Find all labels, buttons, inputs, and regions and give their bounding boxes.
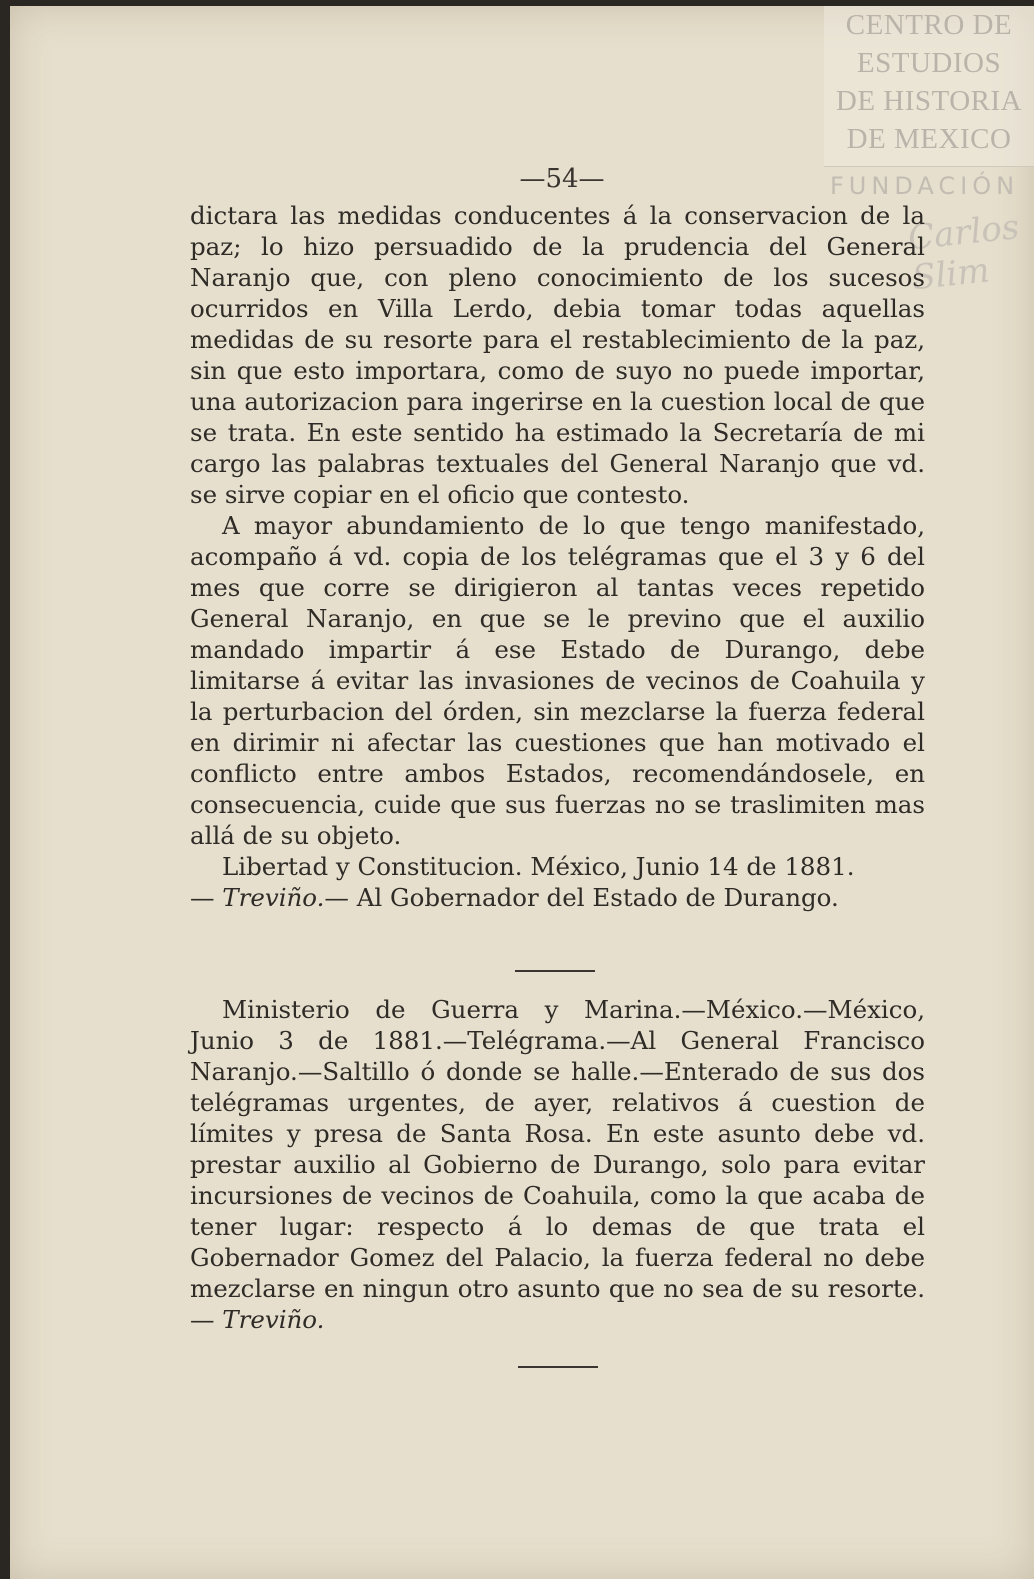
paragraph xyxy=(190,994,925,1335)
page-number: —54— xyxy=(519,164,605,194)
watermark-line: DE HISTORIA xyxy=(835,85,1023,117)
paragraph: dictara las medidas conducentes á la conservacion de la paz; lo hizo persuadido de la prudencia del General Naranjo que, con pleno conocimiento de los sucesos ocurridos en Villa Lerdo, debia tomar todas aquellas medidas de su resorte para el restablecimiento de la paz, sin que esto importara, como de suyo no puede importar, una autorizacion para ingerirse en la cuestion local de que se trata. En este sentido ha estimado la Secretaría de mi cargo las palabras textuales del General Naranjo que vd. se sirve copiar en el oficio que contesto. xyxy=(190,201,925,509)
closing-line: Libertad y Constitucion. México, Junio 14 de 1881. xyxy=(222,852,855,881)
paragraph: A mayor abundamiento de lo que tengo manifestado, acompaño á vd. copia de los telégramas que el 3 y 6 del mes que corre se dirigieron al tantas veces repetido General Naranjo, en que se le previno que el auxilio mandado impartir á ese Estado de Durango, debe limitarse á evitar las invasiones de vecinos de Coahuila y la perturbacion del órden, sin mezclarse la fuerza federal en dirimir ni afectar las cuestiones que han motivado el conflicto entre ambos Estados, recomendándosele, en consecuencia, cuide que sus fuerzas no se traslimiten mas allá de su objeto. xyxy=(190,511,925,850)
watermark-line: CENTRO DE xyxy=(845,9,1013,41)
watermark-line: DE MEXICO xyxy=(846,123,1012,155)
signature-line xyxy=(190,882,925,913)
telegram-text: Ministerio de Guerra y Marina.—México.—México, Junio 3 de 1881.—Telégrama.—Al General Francisco Naranjo.—Saltillo ó donde se halle.—Enterado de sus dos telégramas urgentes, de ayer, relativos á cuestion de límites y presa de Santa Rosa. En este asunto debe vd. prestar auxilio al Gobierno de Durango, solo para evitar incursiones de vecinos de Coahuila, como la que acaba de tener lugar: respecto á lo demas de que trata el Gobernador Gomez del Palacio, la fuerza federal no debe mezclarse en ningun otro asunto que no sea de su resorte. — xyxy=(190,995,925,1334)
document-page xyxy=(10,6,1034,1579)
addressee: — Al Gobernador del Estado de Durango. xyxy=(324,883,839,912)
signer-name: Treviño. xyxy=(222,1305,325,1334)
watermark-fundacion: FUNDACIÓN xyxy=(830,172,1020,200)
letter-body xyxy=(190,200,925,913)
dash: — xyxy=(190,883,223,912)
section-divider xyxy=(515,970,595,972)
watermark-signature: Carlos Slim xyxy=(906,207,1022,299)
watermark-line: ESTUDIOS xyxy=(856,47,1002,79)
archive-watermark xyxy=(824,6,1034,167)
telegram-body xyxy=(190,994,925,1335)
signer-name: Treviño. xyxy=(222,883,325,912)
section-divider xyxy=(518,1366,598,1368)
